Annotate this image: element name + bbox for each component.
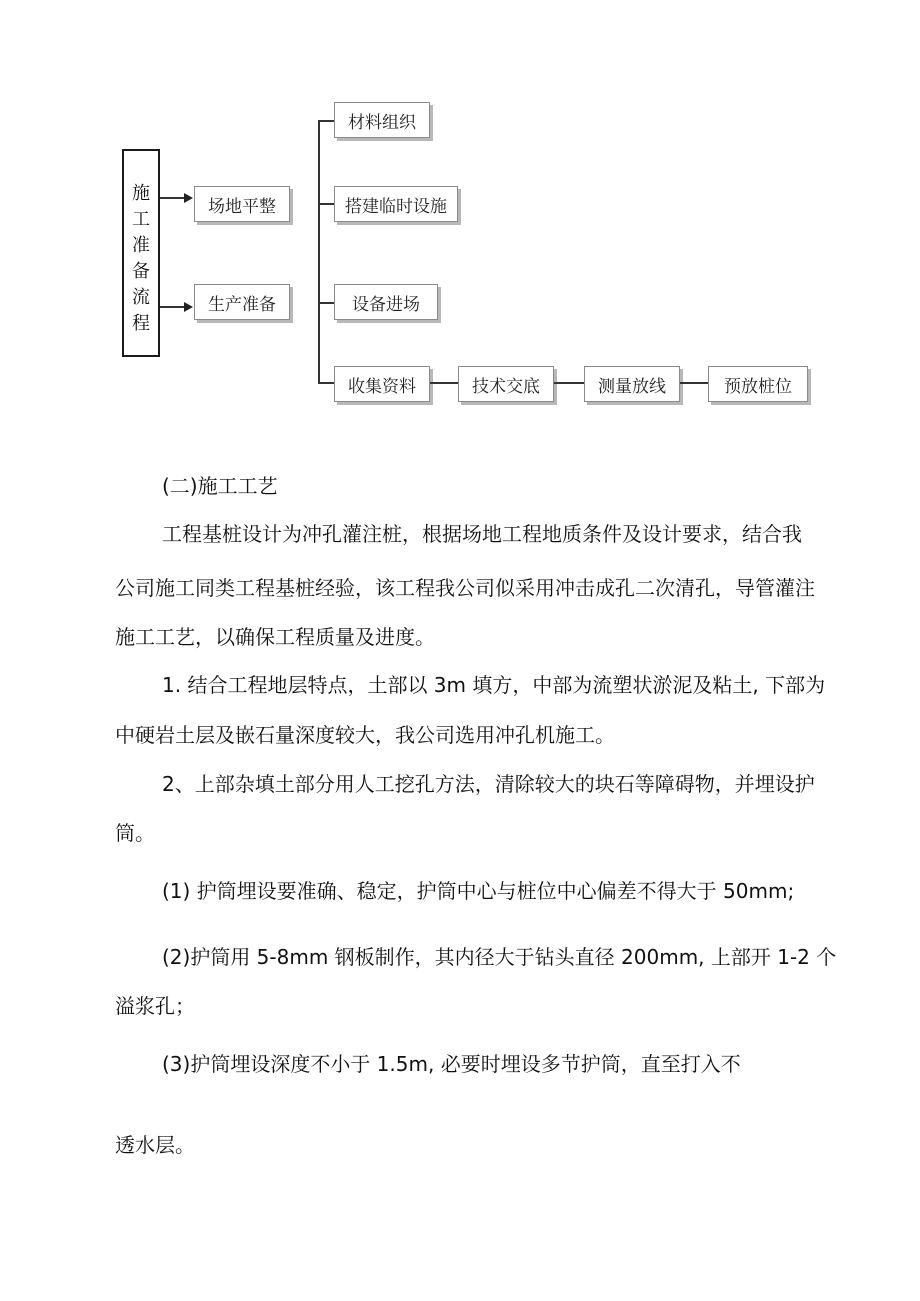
branch-connector: [318, 382, 334, 384]
flow-box-materials: 材料组织: [334, 102, 430, 138]
paragraph-line: 公司施工同类工程基桩经验，该工程我公司似采用冲击成孔二次清孔，导管灌注: [115, 576, 815, 600]
paragraph-line: 中硬岩土层及嵌石量深度较大，我公司选用冲孔机施工。: [115, 723, 615, 747]
branch-connector: [318, 302, 334, 304]
flow-box-temp-facilities: 搭建临时设施: [334, 186, 458, 222]
flow-spine-line: [318, 120, 320, 383]
paragraph-line: (1) 护筒埋设要准确、稳定，护筒中心与桩位中心偏差不得大于 50mm;: [162, 879, 795, 903]
paragraph-line: 溢浆孔；: [115, 994, 195, 1018]
paragraph-line: 1. 结合工程地层特点，土部以 3m 填方，中部为流塑状淤泥及粘土, 下部为: [162, 673, 826, 697]
main-label-char: 流: [132, 287, 150, 308]
chain-connector: [680, 382, 708, 384]
flow-box-production-prep: 生产准备: [194, 284, 290, 320]
main-label-char: 工: [132, 209, 150, 230]
flowchart-main-box: [122, 149, 160, 357]
paragraph-line: 工程基桩设计为冲孔灌注桩，根据场地工程地质条件及设计要求，结合我: [162, 522, 802, 546]
flow-box-equipment-entry: 设备进场: [334, 284, 438, 320]
paragraph-line: (2)护筒用 5-8mm 钢板制作，其内径大于钻头直径 200mm, 上部开 1-2 个: [162, 945, 837, 969]
section-heading: (二)施工工艺: [162, 474, 278, 498]
branch-connector: [318, 120, 334, 122]
flow-box-survey-layout: 测量放线: [584, 366, 680, 402]
branch-connector: [318, 203, 334, 205]
flow-box-tech-briefing: 技术交底: [458, 366, 554, 402]
arrow-line: [160, 306, 186, 308]
arrow-line: [160, 197, 186, 199]
arrowhead-icon: [184, 193, 193, 203]
paragraph-line: (3)护筒埋设深度不小于 1.5m, 必要时埋设多节护筒，直至打入不: [162, 1052, 741, 1076]
chain-connector: [430, 382, 458, 384]
flow-box-site-leveling: 场地平整: [194, 186, 290, 222]
chain-connector: [554, 382, 584, 384]
paragraph-line: 施工工艺，以确保工程质量及进度。: [115, 625, 435, 649]
main-label-char: 备: [132, 261, 150, 282]
flow-box-pile-positioning: 预放桩位: [708, 366, 808, 402]
main-label-char: 施: [132, 183, 150, 204]
flow-box-collect-data: 收集资料: [334, 366, 430, 402]
arrowhead-icon: [184, 302, 193, 312]
main-label-char: 准: [132, 235, 150, 256]
paragraph-line: 筒。: [115, 821, 155, 845]
construction-prep-flowchart: [0, 0, 920, 420]
paragraph-line: 2、上部杂填土部分用人工挖孔方法，清除较大的块石等障碍物，并埋设护: [162, 772, 815, 796]
paragraph-line: 透水层。: [115, 1133, 195, 1157]
main-label-char: 程: [132, 313, 150, 334]
